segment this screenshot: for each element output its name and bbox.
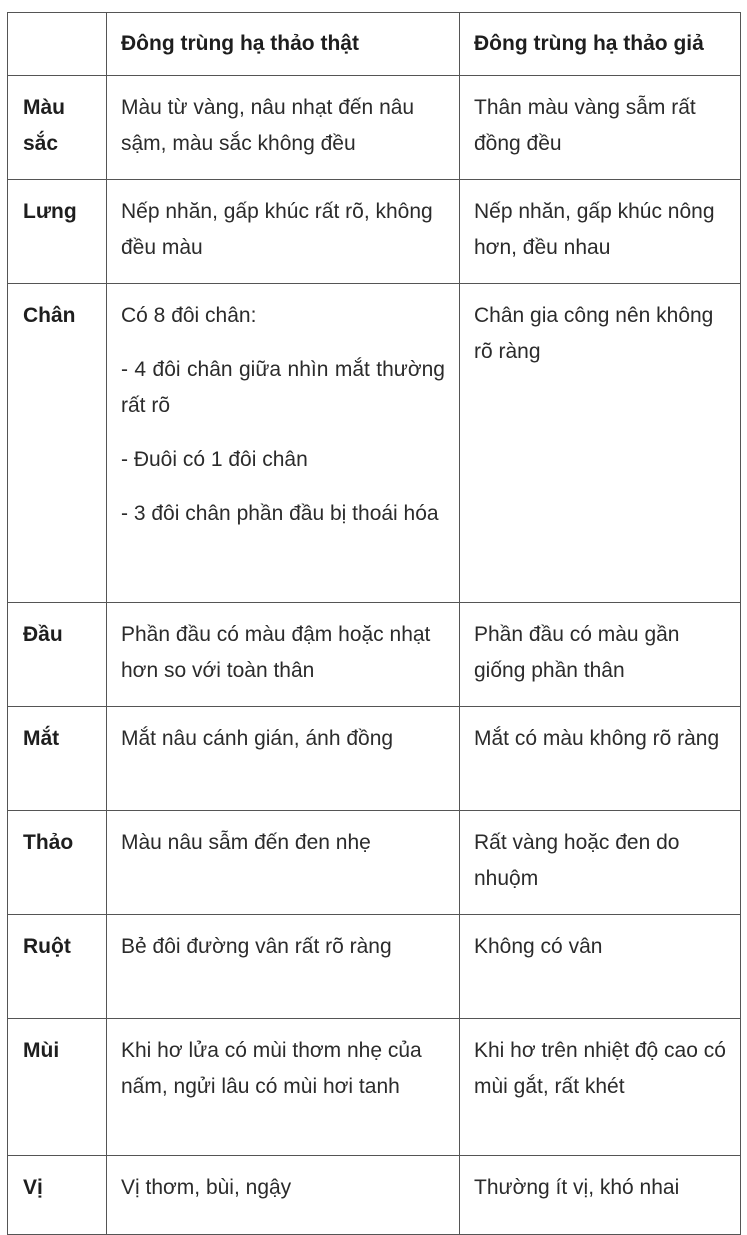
fake-text: Nếp nhăn, gấp khúc nông hơn, đều nhau <box>474 200 715 259</box>
fake-text: Thường ít vị, khó nhai <box>474 1176 680 1199</box>
fake-cell <box>460 603 741 707</box>
fake-cell <box>460 76 741 180</box>
fake-cell <box>460 707 741 811</box>
fake-text: Phần đầu có màu gần giống phần thân <box>474 623 680 682</box>
row-label: Mắt <box>23 727 60 750</box>
real-cell <box>107 707 460 811</box>
fake-text: Mắt có màu không rõ ràng <box>474 727 720 750</box>
fake-cell <box>460 811 741 915</box>
row-label-cell <box>8 180 107 284</box>
real-text: Khi hơ lửa có mùi thơm nhẹ của nấm, ngửi lâu có mùi hơi tanh <box>121 1039 422 1098</box>
real-cell <box>107 180 460 284</box>
real-cell <box>107 1156 460 1235</box>
fake-cell <box>460 180 741 284</box>
row-label-cell <box>8 76 107 180</box>
real-text: Nếp nhăn, gấp khúc rất rõ, không đều màu <box>121 200 433 259</box>
real-text: Phần đầu có màu đậm hoặc nhạt hơn so với toàn thân <box>121 623 431 682</box>
fake-cell <box>460 915 741 1019</box>
table-row <box>8 76 741 180</box>
table-row <box>8 603 741 707</box>
header-row <box>8 13 741 76</box>
fake-text: Thân màu vàng sẫm rất đồng đều <box>474 96 696 155</box>
row-label: Chân <box>23 304 76 327</box>
row-label: Lưng <box>23 200 77 223</box>
fake-text: Chân gia công nên không rõ ràng <box>474 304 714 363</box>
real-text: Vị thơm, bùi, ngậy <box>121 1176 292 1199</box>
table-row <box>8 1156 741 1235</box>
real-text: Có 8 đôi chân: <box>121 304 257 327</box>
table-row <box>8 915 741 1019</box>
real-cell <box>107 76 460 180</box>
real-cell <box>107 811 460 915</box>
comparison-table <box>7 12 741 1235</box>
header-fake: Đông trùng hạ thảo giả <box>460 13 741 76</box>
real-text: Mắt nâu cánh gián, ánh đồng <box>121 727 394 750</box>
fake-text: Khi hơ trên nhiệt độ cao có mùi gắt, rất khét <box>474 1039 726 1098</box>
header-real: Đông trùng hạ thảo thật <box>107 13 460 76</box>
real-text: Màu từ vàng, nâu nhạt đến nâu sậm, màu sắc không đều <box>121 96 415 155</box>
fake-text: Không có vân <box>474 935 603 958</box>
real-text: - 4 đôi chân giữa nhìn mắt thường rất rõ <box>121 358 445 417</box>
row-label-cell <box>8 811 107 915</box>
row-label-cell <box>8 915 107 1019</box>
row-label-cell <box>8 1156 107 1235</box>
row-label: Vị <box>23 1176 43 1199</box>
row-label-cell <box>8 1019 107 1156</box>
real-text: Bẻ đôi đường vân rất rõ ràng <box>121 935 392 958</box>
fake-cell <box>460 284 741 603</box>
real-text: Màu nâu sẫm đến đen nhẹ <box>121 831 371 854</box>
comparison-table-wrapper <box>7 12 740 1235</box>
table-row <box>8 707 741 811</box>
table-row <box>8 811 741 915</box>
table-row <box>8 1019 741 1156</box>
row-label-cell <box>8 603 107 707</box>
real-cell <box>107 603 460 707</box>
table-row <box>8 180 741 284</box>
real-text: - 3 đôi chân phần đầu bị thoái hóa <box>121 502 439 525</box>
header-empty-cell <box>8 13 107 76</box>
row-label: Màu sắc <box>23 96 65 155</box>
table-row <box>8 284 741 603</box>
real-cell <box>107 1019 460 1156</box>
fake-text: Rất vàng hoặc đen do nhuộm <box>474 831 680 890</box>
row-label-cell <box>8 284 107 603</box>
row-label: Đầu <box>23 623 63 646</box>
row-label: Thảo <box>23 831 74 854</box>
row-label: Ruột <box>23 935 71 958</box>
row-label: Mùi <box>23 1039 60 1062</box>
real-cell <box>107 915 460 1019</box>
real-text: - Đuôi có 1 đôi chân <box>121 448 308 471</box>
row-label-cell <box>8 707 107 811</box>
fake-cell <box>460 1156 741 1235</box>
fake-cell <box>460 1019 741 1156</box>
real-cell <box>107 284 460 603</box>
